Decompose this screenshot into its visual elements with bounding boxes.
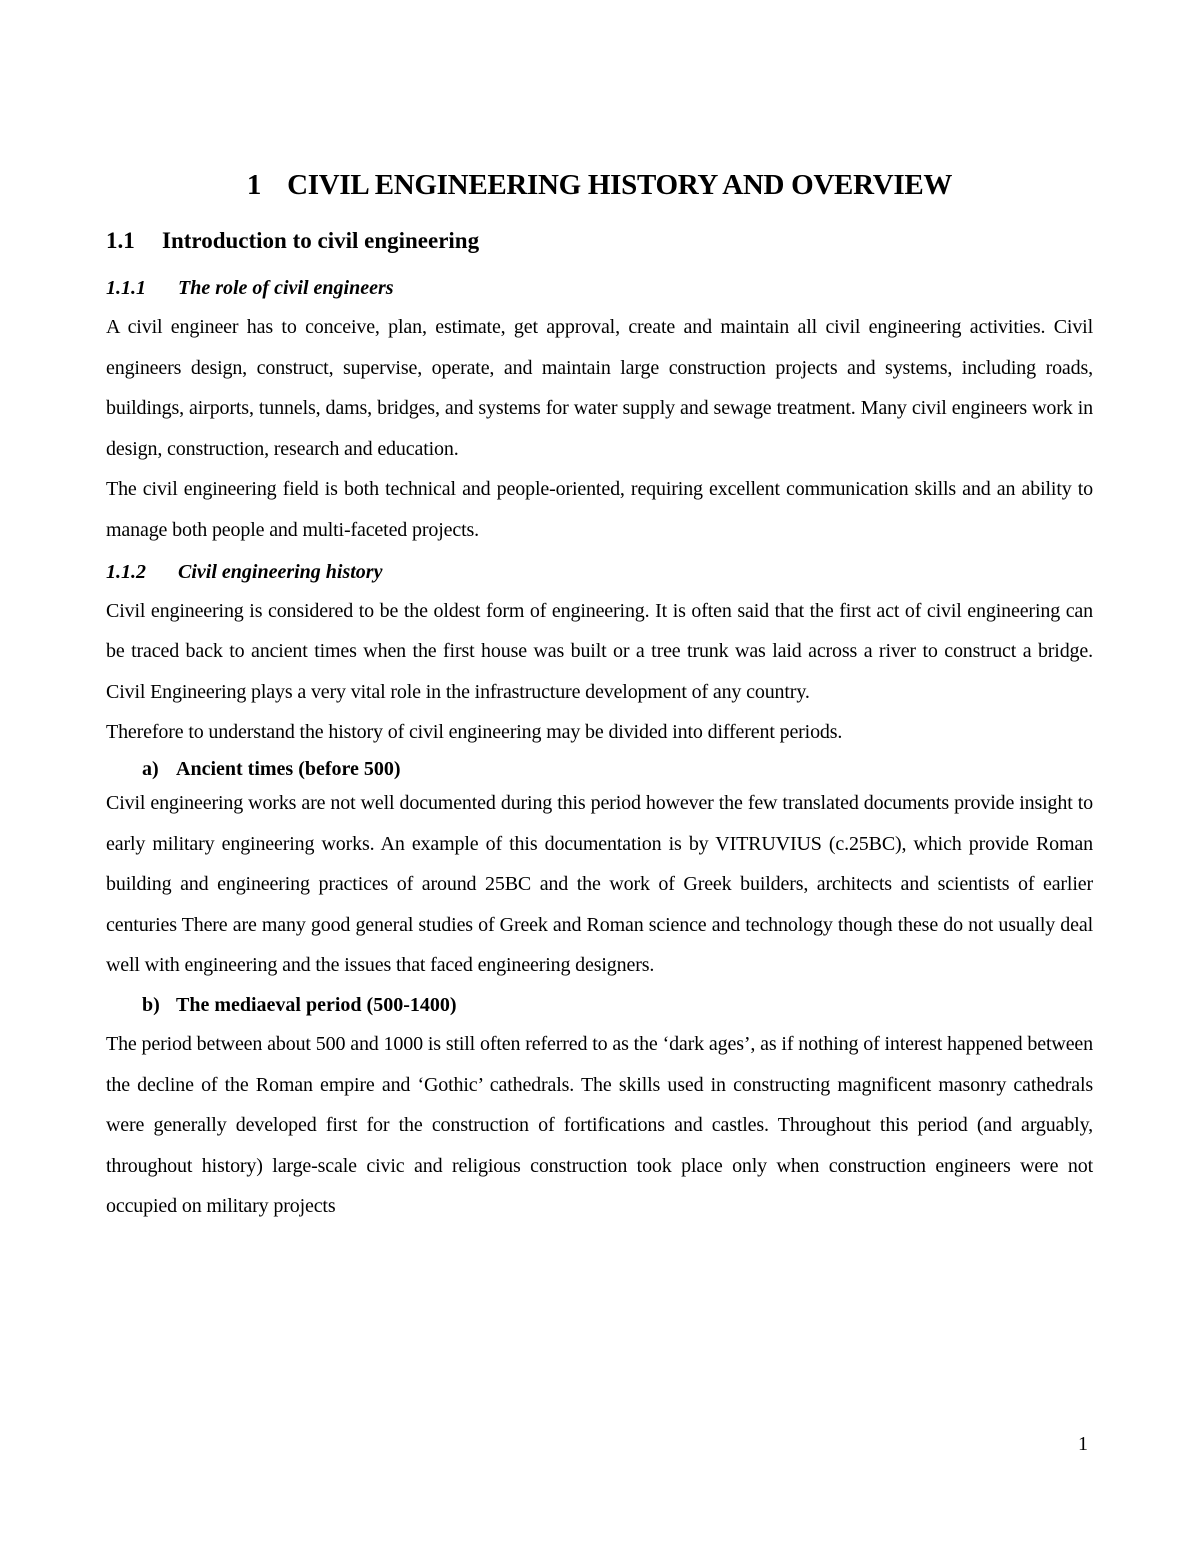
chapter-number: 1	[246, 169, 262, 201]
period-label: a)	[142, 757, 159, 780]
period-heading-mediaeval	[106, 986, 1093, 1024]
chapter-title: CIVIL ENGINEERING HISTORY AND OVERVIEW	[287, 169, 953, 201]
paragraph-role-2: The civil engineering field is both technical and people-oriented, requiring excellent communication skills and an ability to manage both people and multi-faceted projects.	[106, 478, 1093, 541]
paragraph-history-2: Therefore to understand the history of civil engineering may be divided into different periods.	[106, 721, 843, 744]
subsection-number: 1.1.2	[106, 560, 146, 583]
paragraph-mediaeval: The period between about 500 and 1000 is still often referred to as the ‘dark ages’, as if nothing of interest happened between the decline of the Roman empire and ‘Gothic’ cathedrals. The skills used in constructing magnificent masonry cathedrals were generally developed first for the construction of fortifications and castles. Throughout this period (and arguably, throughout history) large-scale civic and religious construction took place only when construction engineers were not occupied on military projects	[106, 1032, 1093, 1218]
section-title: Introduction to civil engineering	[162, 228, 480, 253]
period-label: b)	[142, 993, 160, 1016]
period-heading-ancient	[106, 755, 1093, 783]
section-heading	[106, 225, 1093, 257]
period-title: The mediaeval period (500-1400)	[176, 993, 457, 1016]
chapter-heading	[106, 165, 1093, 205]
paragraph-role-1: A civil engineer has to conceive, plan, estimate, get approval, create and maintain all civil engineering activities. Civil engineers design, construct, supervise, operate, and maintain large construction projects and systems, including roads, buildings, airports, tunnels, dams, bridges, and systems for water supply and sewage treatment. Many civil engineers work in design, construction, research and education.	[106, 316, 1093, 460]
subsection-title: The role of civil engineers	[178, 277, 394, 299]
subsection-title: Civil engineering history	[178, 560, 383, 583]
subsection-heading-role	[106, 269, 1093, 307]
page-content	[106, 165, 1093, 1227]
paragraph-ancient: Civil engineering works are not well documented during this period however the few translated documents provide insight to early military engineering works. An example of this documentation is by VITRUVIUS (c.25BC), which provide Roman building and engineering practices of around 25BC and the work of Greek builders, architects and scientists of earlier centuries There are many good general studies of Greek and Roman science and technology though these do not usually deal well with engineering and the issues that faced engineering designers.	[106, 791, 1093, 977]
subsection-number: 1.1.1	[106, 277, 146, 299]
page-number: 1	[1078, 1433, 1088, 1455]
period-title: Ancient times (before 500)	[176, 757, 401, 780]
subsection-heading-history	[106, 553, 1093, 591]
section-number: 1.1	[106, 228, 135, 253]
paragraph-history-1: Civil engineering is considered to be the oldest form of engineering. It is often said that the first act of civil engineering can be traced back to ancient times when the first house was built or a tree trunk was laid across a river to construct a bridge. Civil Engineering plays a very vital role in the infrastructure development of any country.	[106, 599, 1093, 703]
